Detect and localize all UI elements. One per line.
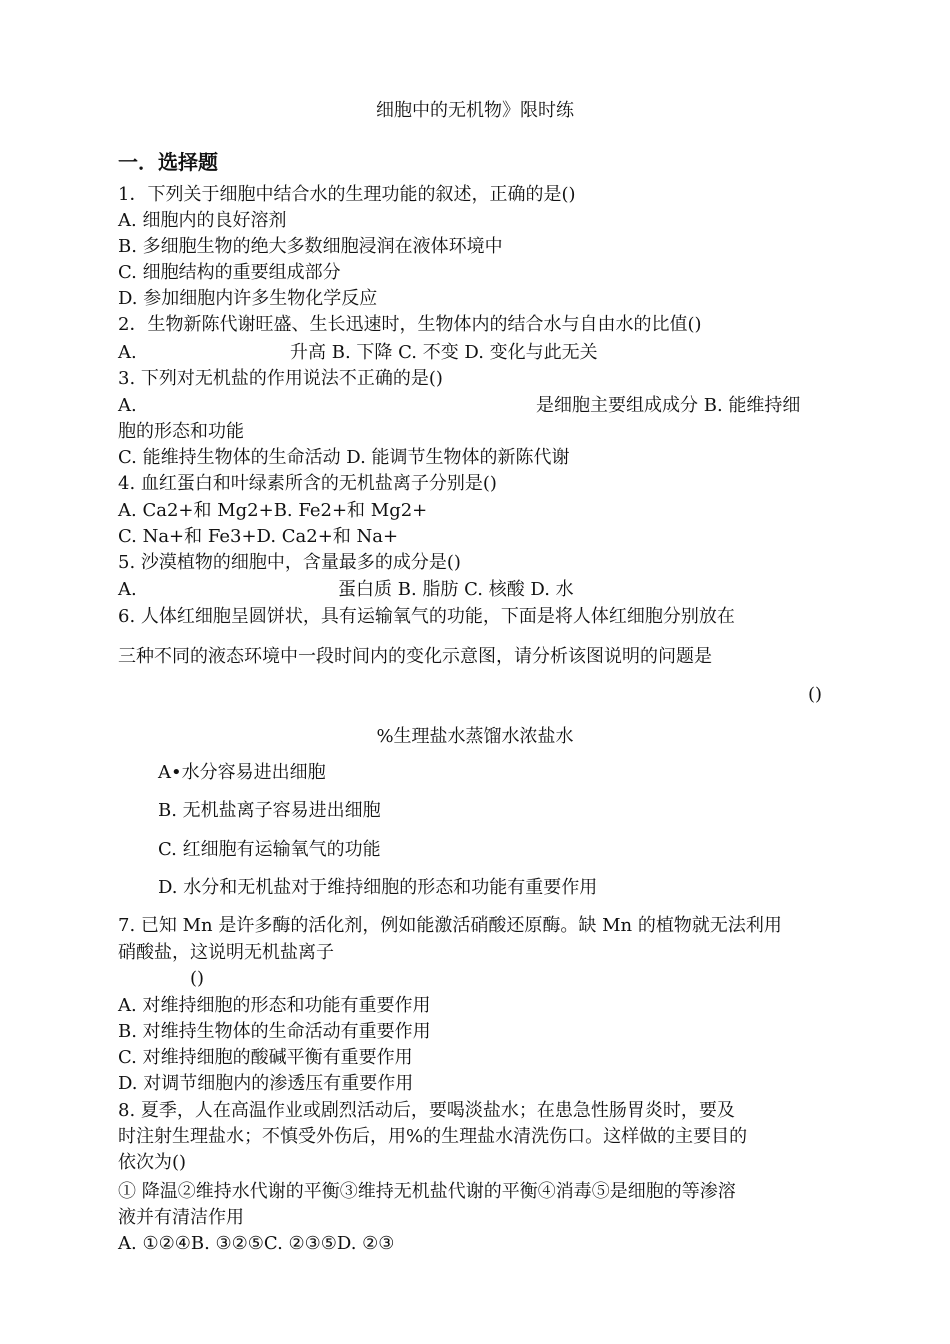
question-8-stem-line3: 依次为() (118, 1152, 187, 1173)
question-3-options-line3: C. 能维持生物体的生命活动 D. 能调节生物体的新陈代谢 (118, 447, 570, 468)
question-1-option-b: B. 多细胞生物的绝大多数细胞浸润在液体环境中 (118, 236, 503, 257)
question-7-option-d: D. 对调节细胞内的渗透压有重要作用 (118, 1073, 414, 1094)
question-7-option-b: B. 对维持生物体的生命活动有重要作用 (118, 1021, 431, 1042)
question-2-a-label: A. (118, 342, 137, 363)
question-8-stem-line2: 时注射生理盐水；不慎受外伤后，用%的生理盐水清洗伤口。这样做的主要目的 (118, 1126, 748, 1147)
question-1-option-d: D. 参加细胞内许多生物化学反应 (118, 288, 378, 309)
question-6-figure-caption: %生理盐水蒸馏水浓盐水 (376, 726, 574, 747)
question-3-options-line1: 是细胞主要组成成分 B. 能维持细 (536, 395, 801, 416)
question-7-option-c: C. 对维持细胞的酸碱平衡有重要作用 (118, 1047, 413, 1068)
question-4-stem: 4. 血红蛋白和叶绿素所含的无机盐离子分别是() (118, 473, 497, 494)
question-6-option-b: B. 无机盐离子容易进出细胞 (158, 800, 381, 821)
question-6-answer-paren: () (807, 684, 822, 705)
question-4-options-cd: C. Na+和 Fe3+D. Ca2+和 Na+ (118, 526, 399, 547)
question-7-answer-paren: () (190, 968, 205, 989)
question-5-a-label: A. (118, 579, 137, 600)
question-7-stem-line1: 7. 已知 Mn 是许多酶的活化剂，例如能激活硝酸还原酶。缺 Mn 的植物就无法利用 (118, 915, 782, 936)
question-6-stem-line1: 6. 人体红细胞呈圆饼状，具有运输氧气的功能，下面是将人体红细胞分别放在 (118, 606, 735, 627)
page-title: 细胞中的无机物》限时练 (376, 100, 574, 121)
question-8-items-line1: ① 降温②维持水代谢的平衡③维持无机盐代谢的平衡④消毒⑤是细胞的等渗溶 (118, 1181, 736, 1202)
question-3-stem: 3. 下列对无机盐的作用说法不正确的是() (118, 368, 443, 389)
question-3-options-line2: 胞的形态和功能 (118, 421, 244, 442)
question-5-stem: 5. 沙漠植物的细胞中，含量最多的成分是() (118, 552, 461, 573)
question-5-options: 蛋白质 B. 脂肪 C. 核酸 D. 水 (338, 579, 574, 600)
question-6-stem-line2: 三种不同的液态环境中一段时间内的变化示意图，请分析该图说明的问题是 (118, 646, 712, 667)
question-6-option-d: D. 水分和无机盐对于维持细胞的形态和功能有重要作用 (158, 877, 598, 898)
question-3-a-label: A. (118, 395, 137, 416)
question-6-option-a: A•水分容易进出细胞 (158, 762, 326, 783)
question-2-options: 升高 B. 下降 C. 不变 D. 变化与此无关 (290, 342, 598, 363)
question-7-option-a: A. 对维持细胞的形态和功能有重要作用 (118, 995, 431, 1016)
question-8-options: A. ①②④B. ③②⑤C. ②③⑤D. ②③ (118, 1233, 395, 1254)
question-6-option-c: C. 红细胞有运输氧气的功能 (158, 839, 381, 860)
question-1-option-c: C. 细胞结构的重要组成部分 (118, 262, 341, 283)
question-8-items-line2: 液并有清洁作用 (118, 1207, 244, 1228)
question-1-option-a: A. 细胞内的良好溶剂 (118, 210, 287, 231)
question-8-stem-line1: 8. 夏季，人在高温作业或剧烈活动后，要喝淡盐水；在患急性肠胃炎时，要及 (118, 1100, 735, 1121)
question-1-stem: 1．下列关于细胞中结合水的生理功能的叙述，正确的是() (118, 184, 576, 205)
question-7-stem-line2: 硝酸盐，这说明无机盐离子 (118, 942, 334, 963)
section-heading: 一．选择题 (118, 150, 218, 174)
question-2-stem: 2．生物新陈代谢旺盛、生长迅速时，生物体内的结合水与自由水的比值() (118, 314, 702, 335)
question-4-options-ab: A. Ca2+和 Mg2+B. Fe2+和 Mg2+ (118, 500, 428, 521)
